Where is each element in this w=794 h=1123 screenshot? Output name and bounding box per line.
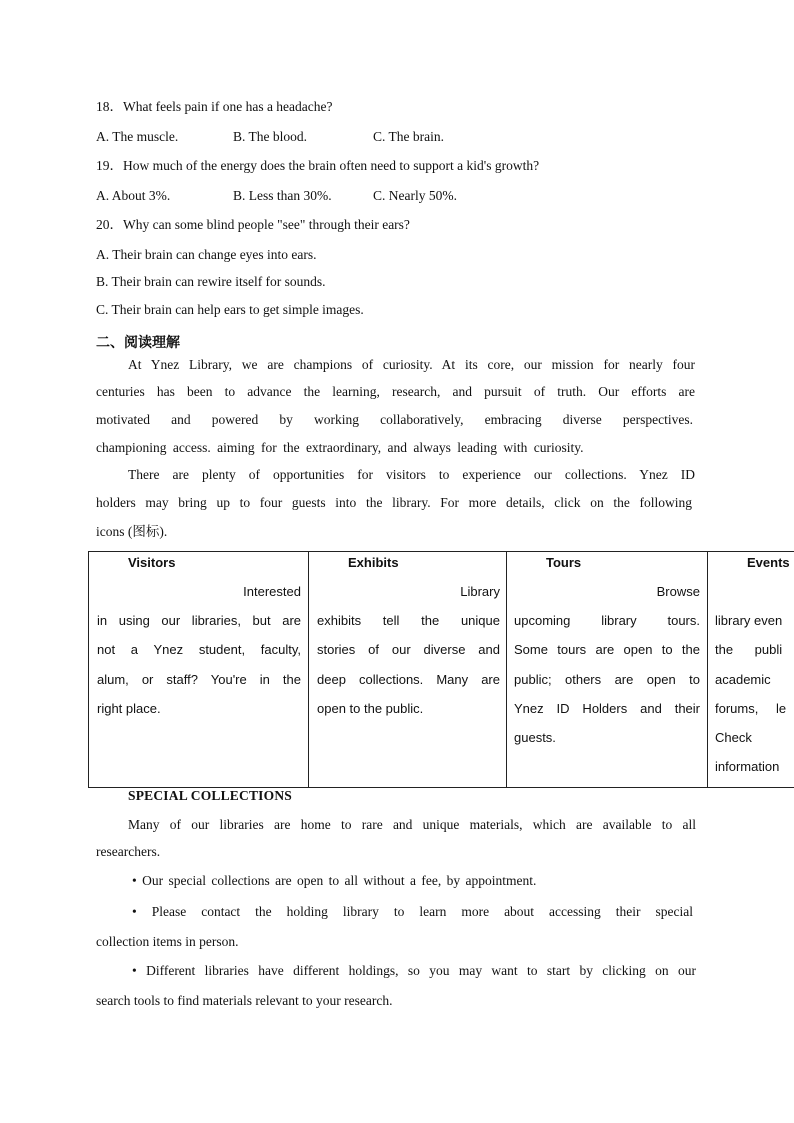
passage-line: There are plenty of opportunities for visitors to experience our collections. Ynez ID <box>128 467 695 482</box>
option-18a: A. The muscle. <box>96 129 179 144</box>
table-cell-line: forums, le <box>715 701 787 716</box>
table-cell-line: in using our libraries, but are <box>97 613 301 628</box>
exhibits-header: Exhibits <box>348 555 399 570</box>
tours-column[interactable] <box>507 552 708 787</box>
question-18: 18．What feels pain if one has a headache? <box>96 99 333 114</box>
passage-line: At Ynez Library, we are champions of curiosity. At its core, our mission for nearly four <box>128 357 695 372</box>
table-cell-line: Some tours are open to the <box>514 642 700 657</box>
table-cell-line: upcoming library tours. <box>514 613 700 628</box>
special-collections-title: SPECIAL COLLECTIONS <box>128 788 292 803</box>
events-column[interactable] <box>708 552 794 787</box>
bullet-item: • Different libraries have different holdings, so you may want to start by clicking on our <box>132 963 696 978</box>
table-cell-line: stories of our diverse and <box>317 642 500 657</box>
passage-line: motivated and powered by working collaboratively, embracing diverse perspectives. <box>96 412 693 427</box>
events-header: Events <box>747 555 790 570</box>
table-cell-line: academic <box>715 672 771 687</box>
option-20c: C. Their brain can help ears to get simple images. <box>96 302 364 317</box>
bullet-item: collection items in person. <box>96 934 239 949</box>
visitors-column[interactable] <box>89 552 309 787</box>
table-cell-line: Check <box>715 730 752 745</box>
option-19b: B. Less than 30%. <box>233 188 332 203</box>
table-cell-line: library even <box>715 613 783 628</box>
exhibits-column[interactable] <box>309 552 507 787</box>
table-cell-line: deep collections. Many are <box>317 672 500 687</box>
option-19a: A. About 3%. <box>96 188 171 203</box>
passage-line: championing access. aiming for the extraordinary, and always leading with curiosity. <box>96 440 584 455</box>
table-cell-line: open to the public. <box>317 701 424 716</box>
option-20a: A. Their brain can change eyes into ears. <box>96 247 317 262</box>
table-cell-line: alum, or staff? You're in the <box>97 672 301 687</box>
question-19: 19．How much of the energy does the brain often need to support a kid's growth? <box>96 158 540 173</box>
table-cell-line: public; others are open to <box>514 672 700 687</box>
tours-header: Tours <box>546 555 582 570</box>
table-cell-line: Library <box>460 584 500 599</box>
bullet-item: • Please contact the holding library to learn more about accessing their special <box>132 904 693 919</box>
table-cell-line: Ynez ID Holders and their <box>514 701 700 716</box>
section-title: 二、阅读理解 <box>96 335 180 351</box>
table-cell-line: not a Ynez student, faculty, <box>97 642 301 657</box>
table-cell-line: Browse <box>656 584 700 599</box>
passage-line: holders may bring up to four guests into the library. For more details, click on the following <box>96 495 692 510</box>
option-18b: B. The blood. <box>233 129 307 144</box>
question-20: 20．Why can some blind people "see" through their ears? <box>96 217 410 232</box>
table-cell-line: Interested <box>243 584 301 599</box>
passage-line: icons (图标). <box>96 524 168 539</box>
visitors-header: Visitors <box>128 555 176 570</box>
option-18c: C. The brain. <box>373 129 444 144</box>
special-intro-line: Many of our libraries are home to rare and unique materials, which are available to all <box>128 817 696 832</box>
special-intro-line: researchers. <box>96 844 161 859</box>
option-20b: B. Their brain can rewire itself for sounds. <box>96 274 326 289</box>
table-cell-line: information <box>715 759 780 774</box>
table-cell-line: guests. <box>514 730 556 745</box>
table-cell-line: exhibits tell the unique <box>317 613 500 628</box>
option-19c: C. Nearly 50%. <box>373 188 457 203</box>
icons-table <box>88 551 794 788</box>
bullet-item: search tools to find materials relevant to your research. <box>96 993 393 1008</box>
table-cell-line: the publi <box>715 642 783 657</box>
bullet-item: • Our special collections are open to all without a fee, by appointment. <box>132 873 537 888</box>
passage-line: centuries has been to advance the learning, research, and pursuit of truth. Our efforts are <box>96 384 695 399</box>
table-cell-line: right place. <box>97 701 161 716</box>
